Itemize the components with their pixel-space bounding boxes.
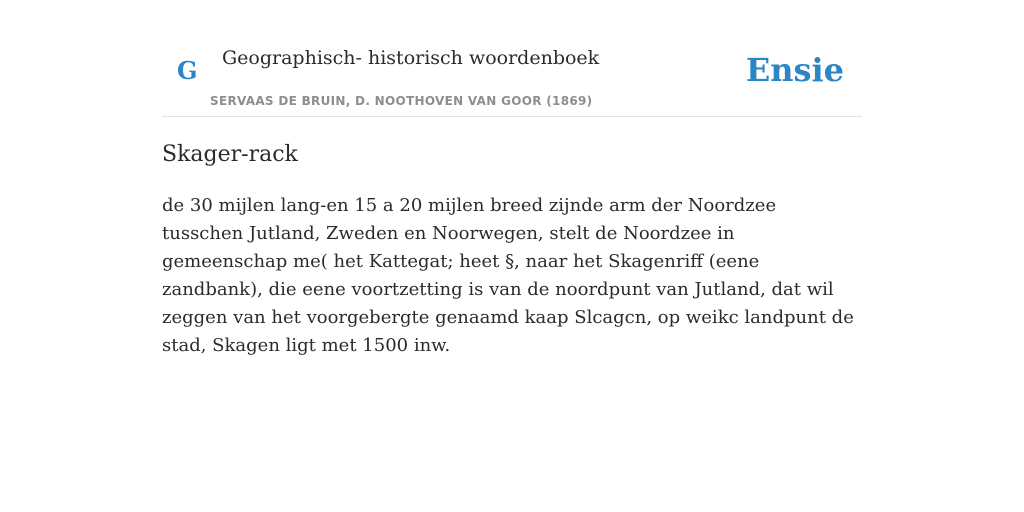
book-authors: SERVAAS DE BRUIN, D. NOOTHOVEN VAN GOOR (1869) (210, 94, 593, 108)
book-header (162, 0, 862, 117)
book-letter-icon[interactable]: G (177, 56, 198, 85)
book-title[interactable]: Geographisch- historisch woordenboek (222, 47, 600, 69)
entry-title: Skager-rack (162, 142, 298, 167)
entry-body: de 30 mijlen lang-en 15 a 20 mijlen breed zijnde arm der Noordzee tusschen Jutland, Zweden en Noorwegen, stelt de Noordzee in gemeenschap me( het Kattegat; heet §, naar het Skagenriff (eene zandbank), die eene voortzetting is van de noordpunt van Jutland, dat wil zeggen van het voorgebergte genaamd kaap Slcagcn, op weikc landpunt de stad, Skagen ligt met 1500 inw. (162, 195, 854, 356)
brand-logo[interactable]: Ensie (745, 51, 844, 89)
